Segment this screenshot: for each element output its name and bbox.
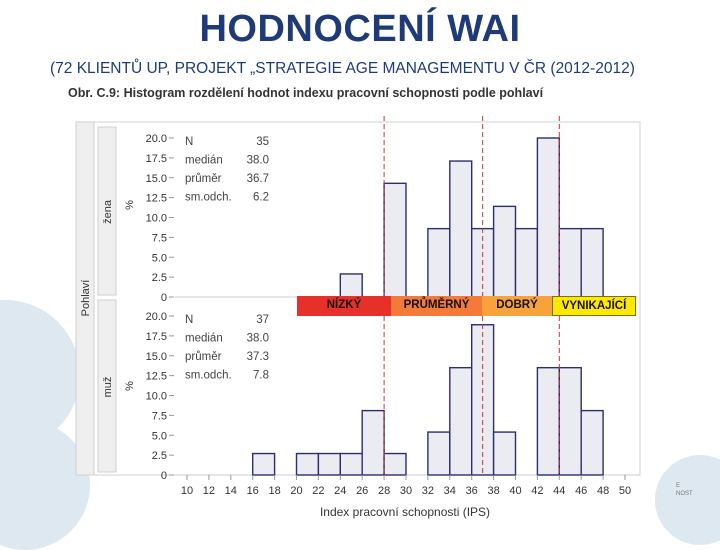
- y-tick-label: 17.5: [145, 330, 167, 343]
- x-tick-label: 26: [356, 485, 369, 497]
- y-tick-label: 7.5: [151, 232, 167, 245]
- histogram-bar: [428, 229, 450, 297]
- logo-fragment-line: E: [676, 483, 681, 489]
- y-tick-label: 0: [160, 470, 167, 482]
- band-low-label: NÍZKÝ: [326, 299, 362, 311]
- y-axis-label-zena: %: [124, 200, 136, 210]
- histogram-bar: [362, 411, 384, 475]
- y-tick-label: 10.0: [145, 390, 167, 403]
- histogram-bar: [384, 183, 406, 297]
- x-tick-label: 10: [180, 485, 194, 497]
- logo-fragment-line: NOST: [676, 491, 693, 497]
- stat-label: průměr: [185, 351, 222, 363]
- x-tick-label: 40: [509, 485, 522, 497]
- stat-value: 38.0: [246, 154, 269, 167]
- figure-caption: Obr. C.9: Histogram rozdělení hodnot indexu pracovní schopnosti podle pohlaví: [68, 86, 544, 100]
- band-average-label: PRŮMĚRNÝ: [403, 299, 470, 311]
- y-axis-label-muz: %: [124, 381, 136, 391]
- histogram-bar: [516, 229, 538, 297]
- histogram-bar: [450, 161, 472, 297]
- y-tick-label: 10.0: [145, 212, 167, 225]
- histogram-bar: [494, 206, 516, 297]
- y-tick-label: 17.5: [145, 152, 167, 165]
- logo-fragment: [676, 482, 693, 498]
- x-tick-label: 38: [487, 485, 500, 497]
- x-tick-label: 32: [421, 485, 435, 497]
- x-axis-ticks: [181, 475, 631, 497]
- x-tick-label: 44: [553, 485, 566, 497]
- band-good-label: DOBRÝ: [496, 299, 538, 311]
- y-tick-label: 5.0: [151, 430, 167, 443]
- x-tick-label: 22: [312, 485, 325, 497]
- stat-label: N: [185, 136, 194, 148]
- x-tick-label: 12: [202, 485, 216, 497]
- stat-label: sm.odch.: [185, 191, 232, 204]
- x-tick-label: 46: [575, 485, 588, 497]
- histogram-bar: [581, 411, 603, 475]
- panel-muz: [146, 311, 638, 482]
- x-tick-label: 18: [268, 485, 281, 497]
- stat-label: průměr: [185, 173, 222, 185]
- y-tick-label: 12.5: [145, 192, 167, 205]
- band-good: [482, 296, 552, 316]
- panel-label-muz: muž: [102, 376, 114, 398]
- histogram-bar: [428, 432, 450, 475]
- stat-value: 37.3: [246, 351, 269, 363]
- panel-label-zena: žena: [102, 200, 114, 224]
- stat-value: 6.2: [253, 191, 269, 204]
- group-axis-label: Pohlaví: [80, 279, 92, 317]
- y-tick-label: 7.5: [151, 410, 167, 423]
- y-tick-label: 12.5: [145, 370, 167, 383]
- y-tick-label: 2.5: [151, 450, 167, 463]
- stat-value: 38.0: [246, 332, 269, 345]
- stat-label: medián: [185, 332, 223, 345]
- stat-label: medián: [185, 154, 223, 167]
- y-tick-label: 5.0: [151, 252, 167, 265]
- x-tick-label: 20: [290, 485, 303, 497]
- histogram-bar: [537, 368, 559, 475]
- x-tick-label: 50: [618, 485, 632, 497]
- stat-value: 35: [256, 136, 269, 148]
- histogram-bar: [581, 229, 603, 297]
- y-tick-label: 15.0: [145, 172, 167, 185]
- x-tick-label: 16: [246, 485, 259, 497]
- stat-value: 7.8: [253, 369, 269, 382]
- y-tick-label: 15.0: [145, 350, 167, 363]
- x-tick-label: 30: [399, 485, 413, 497]
- panel-zena: [146, 133, 638, 304]
- y-tick-label: 20.0: [145, 311, 167, 323]
- x-tick-label: 28: [377, 485, 391, 497]
- x-tick-label: 48: [596, 485, 610, 497]
- band-low: [297, 296, 391, 316]
- y-tick-label: 0: [160, 292, 167, 304]
- histogram-bar: [340, 274, 362, 297]
- histogram-bar: [559, 368, 581, 475]
- histogram-bar: [494, 432, 516, 475]
- y-tick-label: 2.5: [151, 272, 167, 285]
- histogram-bar: [384, 454, 406, 475]
- band-average: [391, 296, 482, 316]
- page-title: HODNOCENÍ WAI: [199, 8, 521, 50]
- page-subtitle: (72 KLIENTŮ UP, PROJEKT „STRATEGIE AGE MANAGEMENTU V ČR (2012-2012): [50, 60, 635, 77]
- x-tick-label: 42: [531, 485, 544, 497]
- stat-value: 36.7: [246, 173, 269, 185]
- histogram-bar: [297, 454, 319, 475]
- histogram-bar: [559, 229, 581, 297]
- histogram-bar: [318, 454, 340, 475]
- x-tick-label: 14: [224, 485, 237, 497]
- y-tick-label: 20.0: [145, 133, 167, 145]
- x-tick-label: 34: [443, 485, 456, 497]
- x-tick-label: 24: [334, 485, 347, 497]
- band-excellent: [552, 296, 636, 316]
- stat-value: 37: [256, 314, 269, 326]
- x-tick-label: 36: [465, 485, 478, 497]
- stat-label: sm.odch.: [185, 369, 232, 382]
- histogram-bar: [450, 368, 472, 475]
- band-excellent-label: VYNIKAJÍCÍ: [561, 300, 627, 312]
- x-axis-label: Index pracovní schopnosti (IPS): [319, 505, 491, 519]
- histogram-bar: [537, 138, 559, 297]
- histogram-bar: [340, 454, 362, 475]
- stat-label: N: [185, 314, 194, 326]
- histogram-bar: [253, 454, 275, 475]
